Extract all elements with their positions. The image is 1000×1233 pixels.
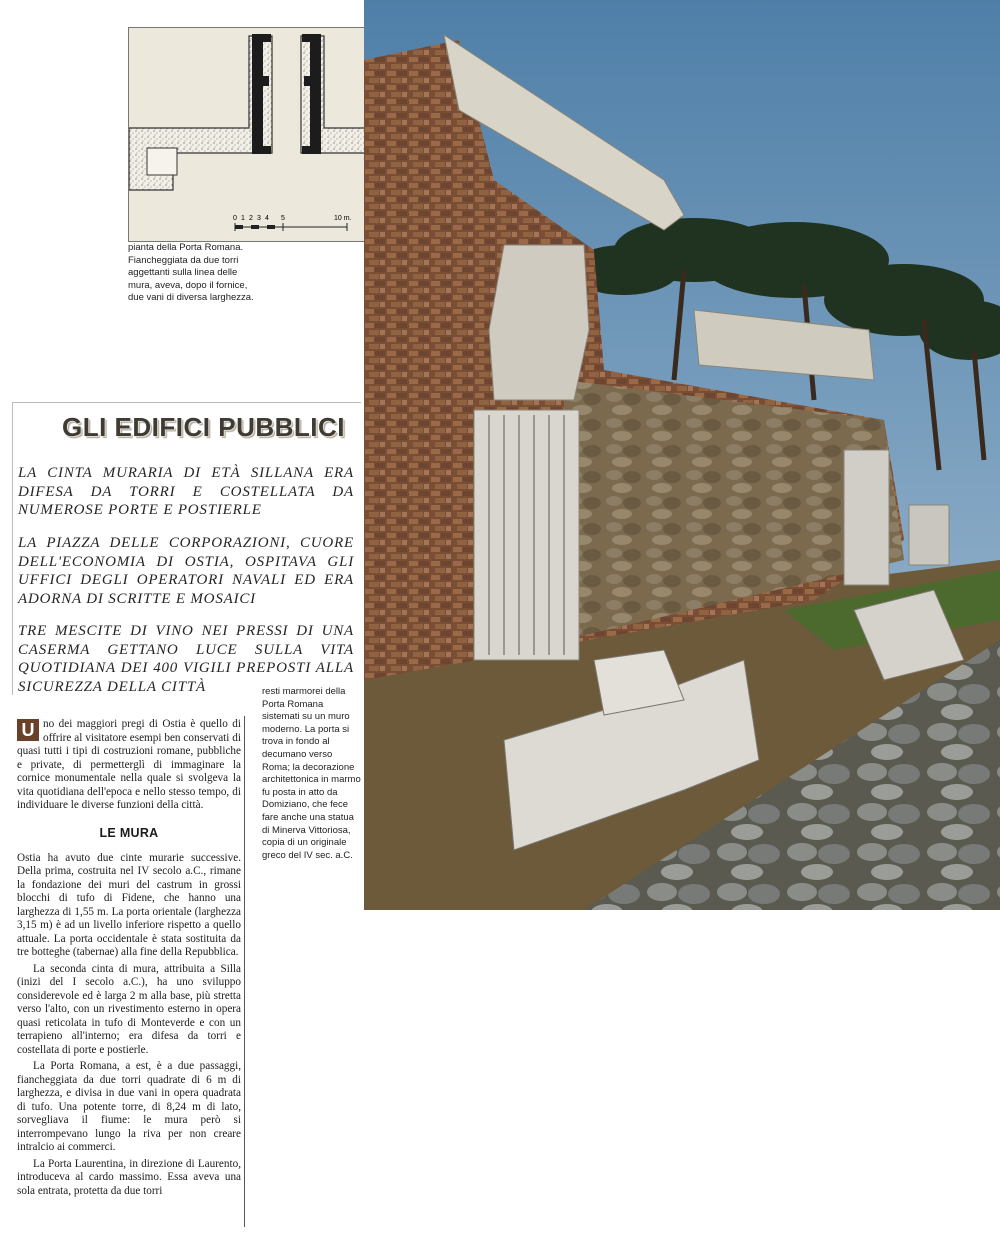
drop-cap: U <box>17 719 39 741</box>
photo-caption: resti marmorei della Porta Romana sistemati su un muro moderno. La porta si trova in fondo al decumano verso Roma; la decorazione architettonica in marmo fu posta in atto da Domiziano, che fece fare anche una statua di Minerva Vittoriosa, copia di un originale greco del IV sec. a.C. <box>262 686 361 861</box>
article-body <box>17 718 241 1201</box>
intro-text: no dei maggiori pregi di Ostia è quello di offrire al visitatore esempi ben conservati di quasi tutti i tipi di costruzioni romane, pubbliche e private, di permetterglì di immaginare la cornice monumentale nella quale si svolgeva la vita quotidiana dell'epoca e nello stesso tempo, di individuare le diverse funzioni della città. <box>17 718 241 811</box>
scale-bar <box>233 215 352 231</box>
standfirst-paragraph: LA CINTA MURARIA DI ETÀ SILLANA ERA DIFESA DA TORRI E COSTELLATA DA NUMEROSE PORTE E POSTIERLE <box>18 465 354 518</box>
scale-label: 5 <box>281 215 285 222</box>
scale-label: 10 m. <box>334 215 352 222</box>
scale-label: 1 <box>241 215 245 222</box>
scale-label: 2 <box>249 215 253 222</box>
standfirst-paragraph: LA PIAZZA DELLE CORPORAZIONI, CUORE DELL'ECONOMIA DI OSTIA, OSPITAVA GLI UFFICI DEGLI OPERATORI NAVALI ED ERA ADORNA DI SCRITTE E MOSAICI <box>18 535 354 607</box>
article-title: GLI EDIFICI PUBBLICI <box>62 412 345 442</box>
body-paragraph: Ostia ha avuto due cinte murarie successive. Della prima, costruita nel IV secolo a.C., rimane la fondazione dei muri del castrum in grossi blocchi di tufo di Fidene, che hanno una larghezza di 1,55 m. La porta orientale (larghezza 3,15 m) è ad un livello inferiore rispetto a quello attuale. La porta occidentale è stata sostituita da tre botteghe (tabernae) alla fine della Repubblica. <box>17 851 241 958</box>
plan-caption: pianta della Porta Romana. Fiancheggiata da due torri aggettanti sulla linea delle mura, aveva, dopo il fornice, due vani di diversa larghezza. <box>128 242 254 304</box>
body-paragraph: La seconda cinta di mura, attribuita a Silla (inizi del I secolo a.C.), ha uno sviluppo considerevole ed è larga 2 m alla base, più stretta verso l'alto, con un rivestimento esterno in opera quasi reticolata in tufo di Monteverde e con un terrapieno all'interno; era difesa da torri e costellata di porte e postierle. <box>17 962 241 1056</box>
body-paragraph: La Porta Romana, a est, è a due passaggi, fiancheggiata da due torri quadrate di 6 m di larghezza, e divisa in due vani in opera quadrata di tufo. Una potente torre, di 8,24 m di lato, sorvegliava il fiume: le mura però si interrompevano lungo la riva per non creare intralcio ai commerci. <box>17 1060 241 1153</box>
porta-romana-photograph <box>364 0 1000 910</box>
column-rule <box>244 716 245 1227</box>
standfirst-paragraph: TRE MESCITE DI VINO NEI PRESSI DI UNA CASERMA GETTANO LUCE SULLA VITA QUOTIDIANA DEI 400 VIGILI PREPOSTI ALLA SICUREZZA DELLA CITTÀ <box>18 623 354 695</box>
section-heading: LE MURA <box>99 825 159 840</box>
scale-label: 0 <box>233 215 237 222</box>
scale-label: 3 <box>257 215 261 222</box>
ruins-illustration <box>364 0 1000 910</box>
scale-label: 4 <box>265 215 269 222</box>
body-paragraph: La Porta Laurentina, in direzione di Laurento, introduceva al cardo massimo. Essa aveva una sola entrata, protetta da due torri <box>17 1157 241 1197</box>
intro-paragraph <box>17 718 241 813</box>
